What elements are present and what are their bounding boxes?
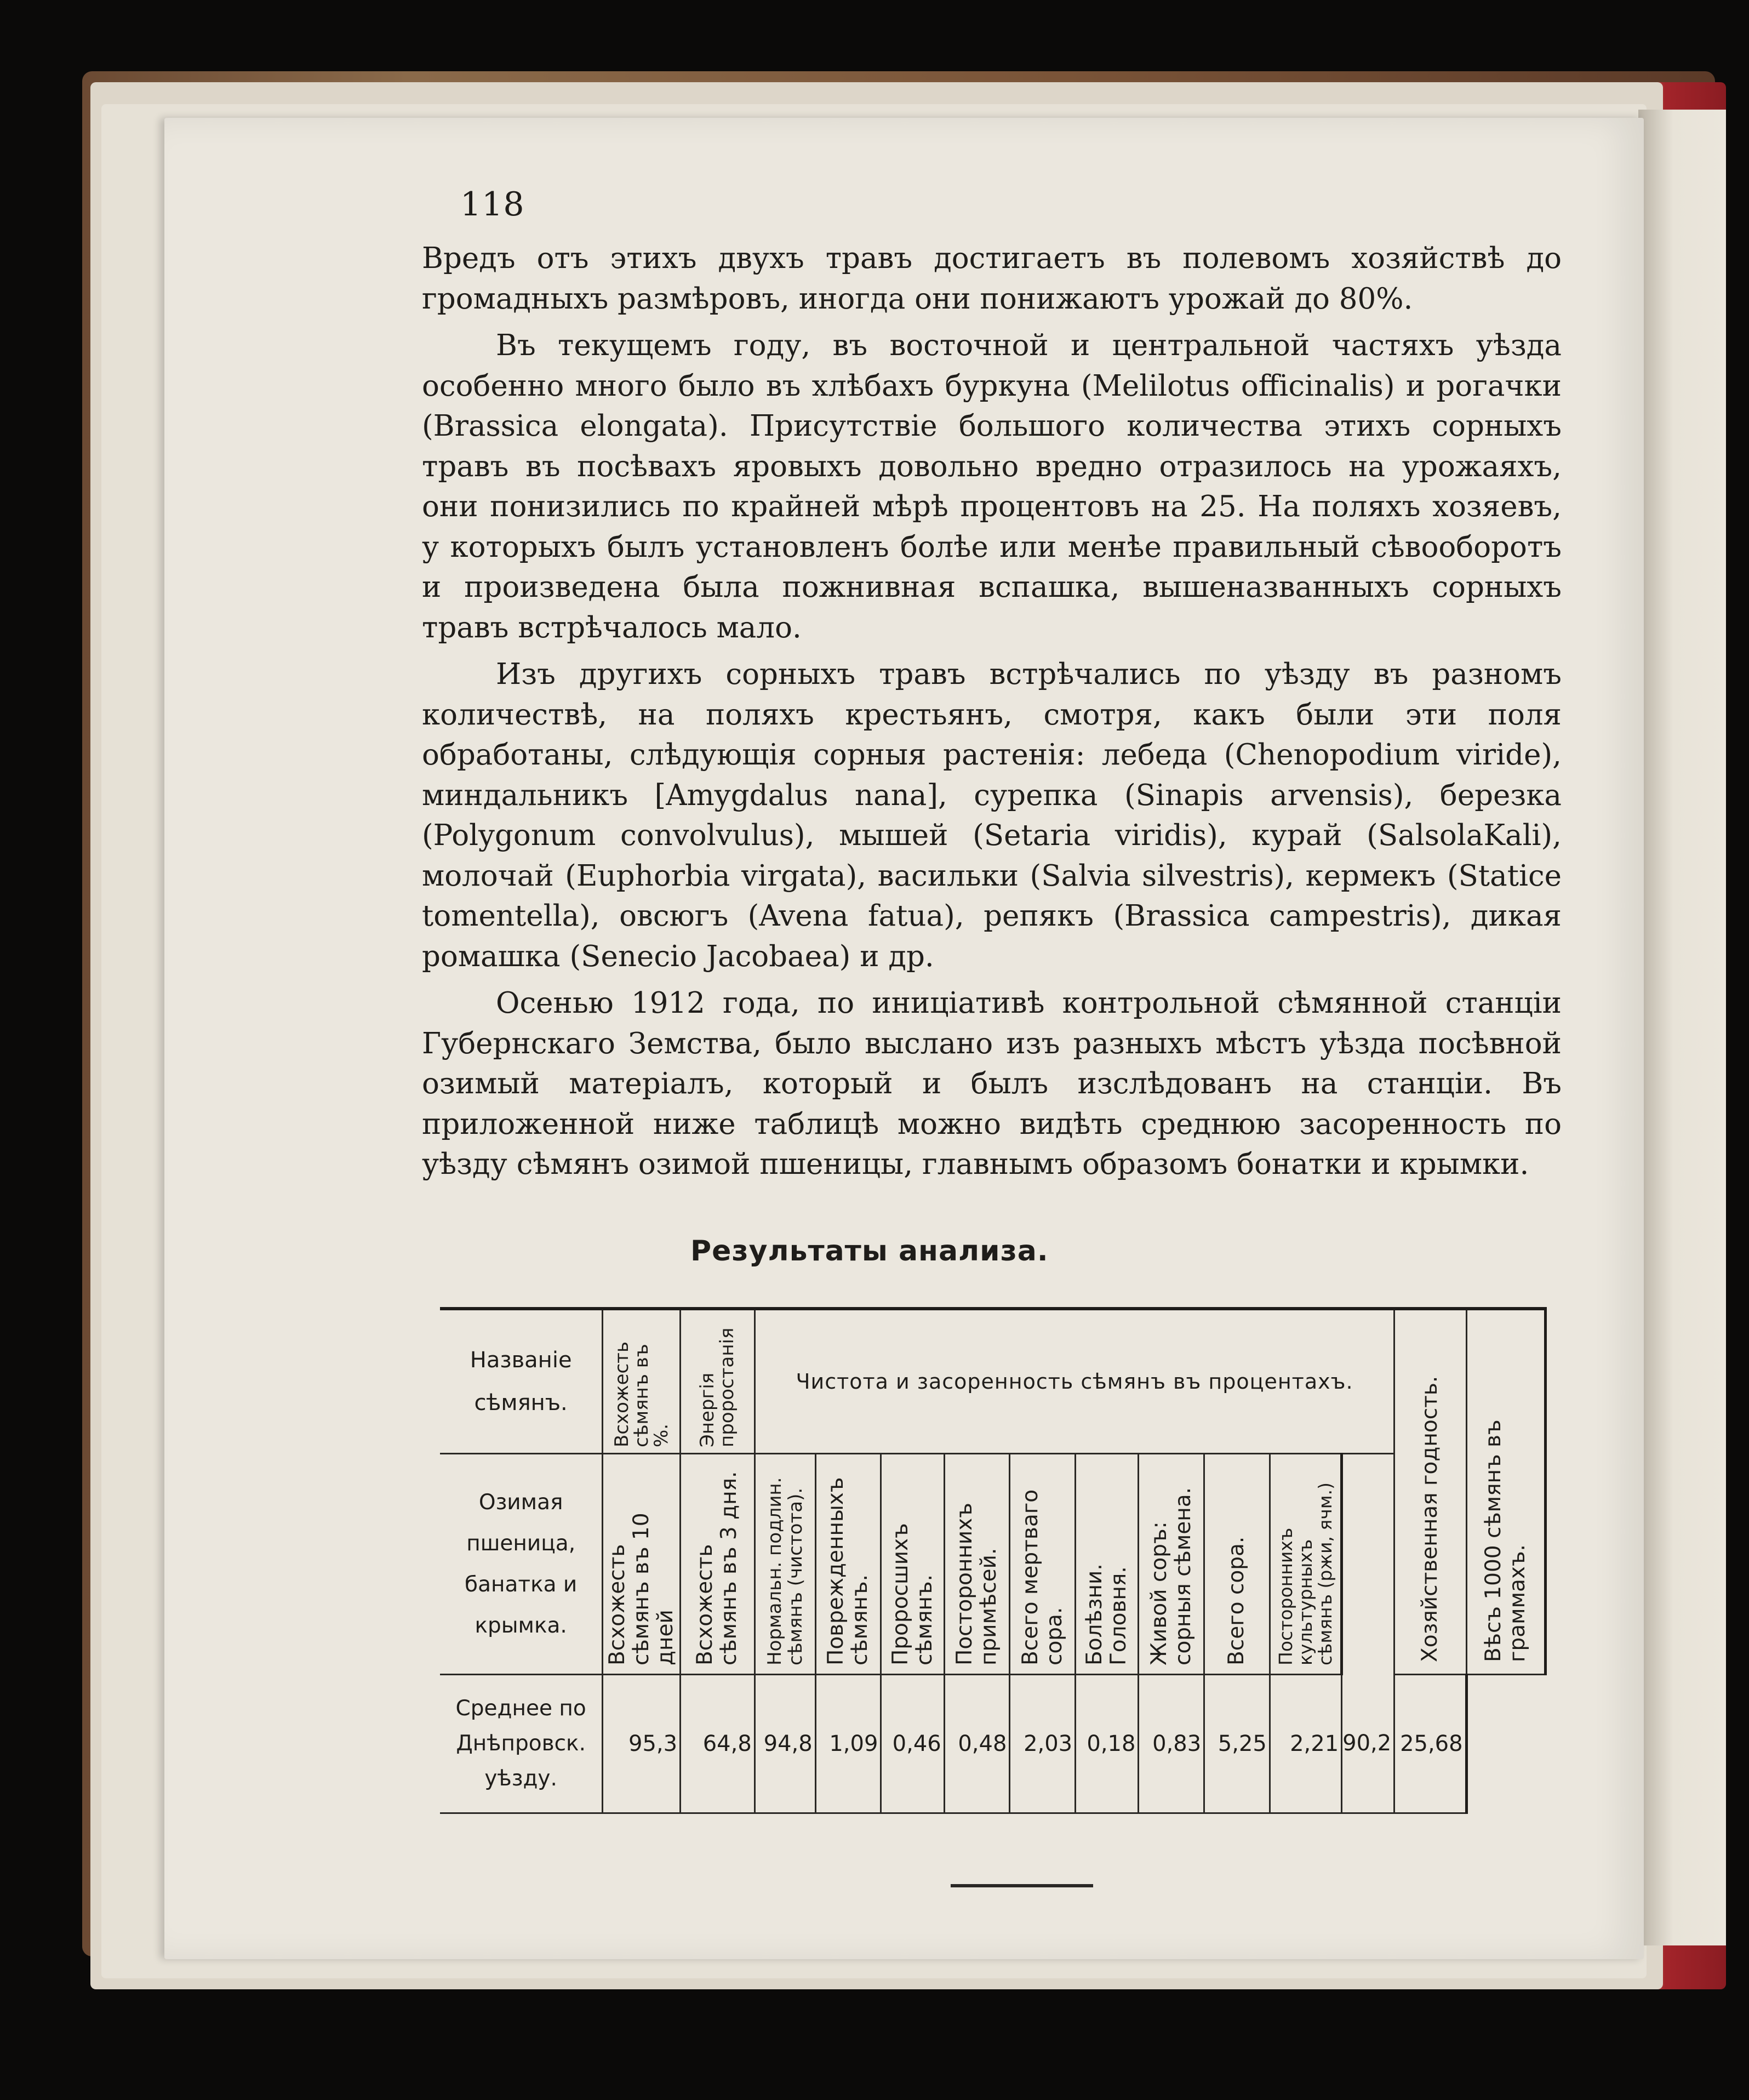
subhead-energy: [681, 1454, 755, 1675]
subhead-other-crops-label: Постороннихъ культурныхъ сѣмянъ (ржи, ячм.): [1274, 1482, 1336, 1665]
head-weight: [1466, 1309, 1545, 1675]
head-germ: [603, 1309, 681, 1454]
value-cell: 64,8: [681, 1675, 755, 1813]
paragraph: Въ текущемъ году, въ восточной и центральной частяхъ уѣзда особенно много было въ хлѣбахъ буркуна (Melilotus officinalis) и рогачки (Brassica elongata). Присутствіе большого количества этихъ сорныхъ травъ въ посѣвахъ яровыхъ довольно вредно отразилось на урожаяхъ, они понизились по крайней мѣрѣ процентовъ на 25. На поляхъ хозяевъ, у которыхъ былъ установленъ болѣе или менѣе правильный сѣвооборотъ и произведена была пожнивная вспашка, вышеназванныхъ сорныхъ травъ встрѣчалось мало.: [422, 329, 1562, 644]
paragraph: Осенью 1912 года, по иниціативѣ контрольной сѣмянной станціи Губернскаго Земства, было выслано изъ разныхъ мѣстъ уѣзда посѣвной озимый матеріалъ, который и былъ изслѣдованъ на станціи. Въ приложенной ниже таблицѣ можно видѣть среднюю засоренность по уѣзду сѣмянъ озимой пшеницы, главнымъ образомъ бонатки и крымки.: [422, 986, 1562, 1181]
subhead-normal: [755, 1454, 815, 1675]
subhead-foreign: [944, 1454, 1010, 1675]
body-text: [422, 238, 1562, 1191]
value-cell: 0,48: [944, 1675, 1010, 1813]
head-economic-label: Хозяйственная годность.: [1418, 1376, 1443, 1662]
head-economic: [1394, 1309, 1466, 1675]
subhead-total-label: Всего сора.: [1224, 1536, 1249, 1665]
table-title: Результаты анализа.: [690, 1235, 1049, 1268]
table-head-row: [440, 1309, 1546, 1454]
subhead-other-crops: [1270, 1454, 1341, 1675]
value-cell: 95,3: [603, 1675, 681, 1813]
value-cell: 2,03: [1010, 1675, 1076, 1813]
head-name: [440, 1309, 603, 1454]
subhead-germ-label: Всхожесть сѣмянъ въ 10 дней: [604, 1513, 678, 1665]
table-subhead-row: [440, 1454, 1546, 1675]
row-name-label: Среднее по Днѣпровск. уѣзду.: [455, 1696, 586, 1791]
head-purity: [755, 1309, 1394, 1454]
subhead-damaged: [815, 1454, 881, 1675]
value-cell: 0,46: [881, 1675, 944, 1813]
subhead-total: [1204, 1454, 1270, 1675]
subhead-disease-label: Болѣзни. Головня.: [1082, 1563, 1131, 1665]
subhead-dead: [1010, 1454, 1076, 1675]
value-cell: 5,25: [1204, 1675, 1270, 1813]
subhead-foreign-label: Постороннихъ примѣсей.: [952, 1503, 1002, 1665]
row-name: [440, 1675, 603, 1813]
subhead-sprouted-label: Проросшихъ сѣмянъ.: [888, 1523, 937, 1665]
value-cell: 94,8: [755, 1675, 815, 1813]
head-purity-label: Чистота и засоренность сѣмянъ въ процентахъ.: [796, 1369, 1353, 1394]
paragraph: Изъ другихъ сорныхъ травъ встрѣчались по уѣзду въ разномъ количествѣ, на поляхъ крестьянъ, смотря, какъ были эти поля обработаны, слѣдующія сорныя растенія: лебеда (Chenopodium viride), миндальникъ [Amygdalus nana], сурепка (Sinapis arvensis), березка (Polygonum convolvulus), мышей (Setaria viridis), курай (SalsolaKali), молочай (Euphorbia virgata), васильки (Salvia silvestris), кермекъ (Statice tomentella), овсюгъ (Avena fatua), репякъ (Brassica campestris), дикая ромашка (Senecio Jacobaea) и др.: [422, 658, 1562, 973]
value-cell: 0,83: [1139, 1675, 1204, 1813]
head-energy: [681, 1309, 755, 1454]
subhead-live-label: Живой соръ: сорныя сѣмена.: [1146, 1487, 1196, 1665]
head-name-label: Названіе сѣмянъ.: [470, 1348, 572, 1416]
subhead-name: [440, 1454, 603, 1675]
head-energy-label: Энергія проростанія: [696, 1327, 739, 1447]
table-row: [440, 1675, 1546, 1813]
page-number: 118: [460, 185, 525, 224]
subhead-name-label: Озимая пшеница, банатка и крымка.: [465, 1490, 578, 1638]
facing-page-edge: [1638, 110, 1726, 1945]
subhead-sprouted: [881, 1454, 944, 1675]
value-cell: 2,21: [1270, 1675, 1341, 1813]
subhead-disease: [1076, 1454, 1139, 1675]
subhead-dead-label: Всего мертваго сора.: [1018, 1489, 1067, 1665]
value-cell: 25,68: [1394, 1675, 1466, 1813]
subhead-germ: [603, 1454, 681, 1675]
subhead-damaged-label: Поврежденныхъ сѣмянъ.: [824, 1477, 873, 1665]
value-cell: 1,09: [815, 1675, 881, 1813]
head-germ-label: Всхожесть сѣмянъ въ %.: [610, 1341, 672, 1447]
value-cell: 0,18: [1076, 1675, 1139, 1813]
subhead-energy-label: Всхожесть сѣмянъ въ 3 дня.: [693, 1471, 742, 1665]
paragraph: Вредъ отъ этихъ двухъ травъ достигаетъ въ полевомъ хозяйствѣ до громадныхъ размѣровъ, иногда они понижаютъ урожай до 80%.: [422, 242, 1562, 316]
head-weight-label: Вѣсъ 1000 сѣмянъ въ граммахъ.: [1481, 1419, 1530, 1662]
results-table: [440, 1307, 1547, 1814]
subhead-live: [1139, 1454, 1204, 1675]
end-rule: [951, 1884, 1093, 1887]
value-cell: 90,2: [1342, 1675, 1394, 1813]
subhead-normal-label: Нормальн. подлин. сѣмянъ (чистота).: [763, 1477, 807, 1665]
